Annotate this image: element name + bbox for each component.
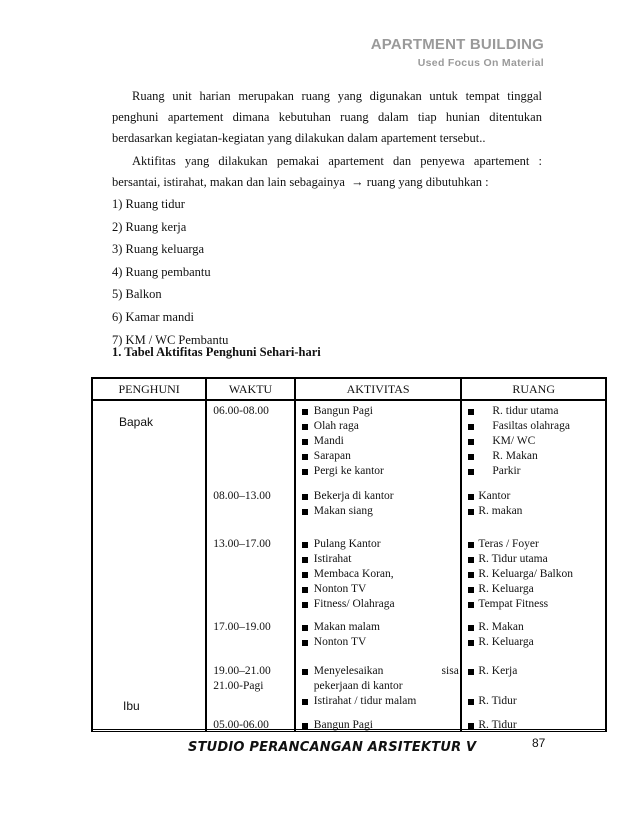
cell-ruang bbox=[461, 400, 606, 731]
time-slot: 19.00–21.00 bbox=[213, 665, 271, 677]
bullet-icon bbox=[302, 557, 308, 563]
time-slot: 17.00–19.00 bbox=[213, 621, 271, 633]
room-group bbox=[466, 404, 570, 479]
activity-group bbox=[300, 537, 395, 612]
bullet-icon bbox=[468, 669, 474, 675]
paragraph-1 bbox=[112, 86, 542, 149]
list-item: Makan malam bbox=[300, 620, 380, 635]
header-aktivitas: AKTIVITAS bbox=[295, 378, 462, 400]
bullet-icon bbox=[302, 640, 308, 646]
bullet-icon bbox=[468, 454, 474, 460]
paragraph-1-line-3: berdasarkan kegiatan-kegiatan yang dilakukan dalam apartement tersebut.. bbox=[112, 131, 486, 145]
bullet-icon bbox=[302, 542, 308, 548]
list-item: Kantor bbox=[466, 489, 522, 504]
bullet-icon bbox=[468, 699, 474, 705]
list-item: KM/ WC bbox=[466, 434, 570, 449]
list-item: R. Keluarga bbox=[466, 635, 533, 650]
cell-waktu bbox=[206, 400, 295, 731]
bullet-icon bbox=[302, 587, 308, 593]
bullet-icon bbox=[468, 509, 474, 515]
list-item: 2) Ruang kerja bbox=[112, 219, 187, 234]
list-item: Fitness/ Olahraga bbox=[300, 597, 395, 612]
list-item: Olah raga bbox=[300, 419, 384, 434]
activity-group bbox=[300, 664, 459, 709]
occupant-ibu: Ibu bbox=[123, 699, 140, 713]
bullet-icon bbox=[468, 572, 474, 578]
bullet-icon bbox=[302, 669, 308, 675]
list-item: Pergi ke kantor bbox=[300, 464, 384, 479]
activity-table bbox=[91, 377, 607, 731]
list-item: Istirahat bbox=[300, 552, 395, 567]
list-item: Nonton TV bbox=[300, 582, 395, 597]
bullet-icon bbox=[302, 454, 308, 460]
time-slot: 08.00–13.00 bbox=[213, 490, 271, 502]
list-item: R. tidur utama bbox=[466, 404, 570, 419]
list-item: pekerjaan di kantor bbox=[313, 680, 403, 692]
list-item: R. Keluarga/ Balkon bbox=[466, 567, 573, 582]
list-item: Menyelesaikan sisa bbox=[300, 664, 459, 679]
header-title: APARTMENT BUILDING bbox=[370, 36, 544, 53]
bullet-icon bbox=[468, 557, 474, 563]
list-item: Istirahat / tidur malam bbox=[300, 694, 459, 709]
header-subtitle: Used Focus On Material bbox=[417, 57, 544, 69]
time-slot: 21.00-Pagi bbox=[213, 680, 264, 692]
list-item: Membaca Koran, bbox=[300, 567, 395, 582]
table-bottom-rule bbox=[91, 729, 607, 732]
paragraph-1-line-2: penghuni apartement dimana kebutuhan ruang dalam tiap hunian ditentukan bbox=[112, 110, 542, 124]
list-item: Parkir bbox=[466, 464, 570, 479]
arrow-right-icon: → bbox=[351, 175, 364, 189]
bullet-icon bbox=[302, 424, 308, 430]
list-item: Pulang Kantor bbox=[300, 537, 395, 552]
list-item: Mandi bbox=[300, 434, 384, 449]
list-item: 1) Ruang tidur bbox=[112, 197, 185, 211]
bullet-icon bbox=[468, 439, 474, 445]
bullet-icon bbox=[468, 602, 474, 608]
list-item: Bekerja di kantor bbox=[300, 489, 394, 504]
list-item: Fasiltas olahraga bbox=[466, 419, 570, 434]
header-waktu: WAKTU bbox=[206, 378, 295, 400]
list-item: R. Tidur bbox=[466, 718, 516, 733]
bullet-icon bbox=[302, 509, 308, 515]
table-title: 1. Tabel Aktifitas Penghuni Sehari-hari bbox=[112, 345, 321, 359]
list-item: Bangun Pagi bbox=[300, 404, 384, 419]
rooms-list bbox=[112, 193, 228, 351]
bullet-icon bbox=[468, 587, 474, 593]
bullet-icon bbox=[468, 469, 474, 475]
header-ruang: RUANG bbox=[461, 378, 606, 400]
bullet-icon bbox=[302, 625, 308, 631]
room-group bbox=[466, 489, 522, 519]
list-item: R. Makan bbox=[466, 620, 533, 635]
paragraph-2-line-1: Aktifitas yang dilakukan pemakai apartement dan penyewa apartement : bbox=[132, 154, 542, 168]
list-item: 3) Ruang keluarga bbox=[112, 242, 205, 257]
list-item: Nonton TV bbox=[300, 635, 380, 650]
table-row bbox=[92, 400, 606, 731]
bullet-icon bbox=[302, 494, 308, 500]
list-item: R. makan bbox=[466, 504, 522, 519]
bullet-icon bbox=[468, 424, 474, 430]
bullet-icon bbox=[302, 409, 308, 415]
header-penghuni: PENGHUNI bbox=[92, 378, 206, 400]
page-footer: STUDIO PERANCANGAN ARSITEKTUR V bbox=[188, 740, 477, 755]
list-item: Bangun Pagi bbox=[300, 718, 373, 733]
activity-group bbox=[300, 489, 394, 519]
time-slot: 06.00-08.00 bbox=[213, 405, 269, 417]
occupant-bapak: Bapak bbox=[119, 415, 154, 429]
paragraph-2-line-2: bersantai, istirahat, makan dan lain sebagainya → ruang yang dibutuhkan : bbox=[112, 175, 489, 189]
room-group bbox=[466, 694, 516, 709]
list-item: R. Tidur bbox=[466, 694, 516, 709]
list-item: R. Tidur utama bbox=[466, 552, 573, 567]
bullet-icon bbox=[468, 542, 474, 548]
bullet-icon bbox=[468, 625, 474, 631]
cell-aktivitas bbox=[295, 400, 462, 731]
page-header bbox=[371, 36, 544, 69]
cell-penghuni bbox=[92, 400, 206, 731]
bullet-icon bbox=[302, 572, 308, 578]
list-item: R. Kerja bbox=[466, 664, 517, 679]
bullet-icon bbox=[468, 409, 474, 415]
list-item: Makan siang bbox=[300, 504, 394, 519]
time-slot: 05.00-06.00 bbox=[213, 719, 269, 731]
list-item: 6) Kamar mandi bbox=[112, 309, 194, 324]
list-item: Sarapan bbox=[300, 449, 384, 464]
activity-group bbox=[300, 620, 380, 650]
activity-group bbox=[300, 404, 384, 479]
list-item: 4) Ruang pembantu bbox=[112, 264, 211, 279]
page-number: 87 bbox=[532, 736, 546, 750]
bullet-icon bbox=[468, 640, 474, 646]
list-item: Tempat Fitness bbox=[466, 597, 573, 612]
list-item: 5) Balkon bbox=[112, 287, 162, 302]
room-group bbox=[466, 620, 533, 650]
bullet-icon bbox=[302, 439, 308, 445]
time-slot: 13.00–17.00 bbox=[213, 538, 271, 550]
paragraph-1-line-1: Ruang unit harian merupakan ruang yang digunakan untuk tempat tinggal bbox=[132, 89, 542, 103]
list-item: 7) KM / WC Pembantu bbox=[112, 332, 229, 347]
list-item: R. Makan bbox=[466, 449, 570, 464]
bullet-icon bbox=[302, 699, 308, 705]
table-header-row bbox=[92, 378, 606, 400]
list-item: Teras / Foyer bbox=[466, 537, 573, 552]
bullet-icon bbox=[302, 602, 308, 608]
room-group bbox=[466, 664, 517, 679]
bullet-icon bbox=[302, 469, 308, 475]
bullet-icon bbox=[468, 494, 474, 500]
paragraph-2 bbox=[112, 151, 542, 193]
room-group bbox=[466, 537, 573, 612]
list-item: R. Keluarga bbox=[466, 582, 573, 597]
